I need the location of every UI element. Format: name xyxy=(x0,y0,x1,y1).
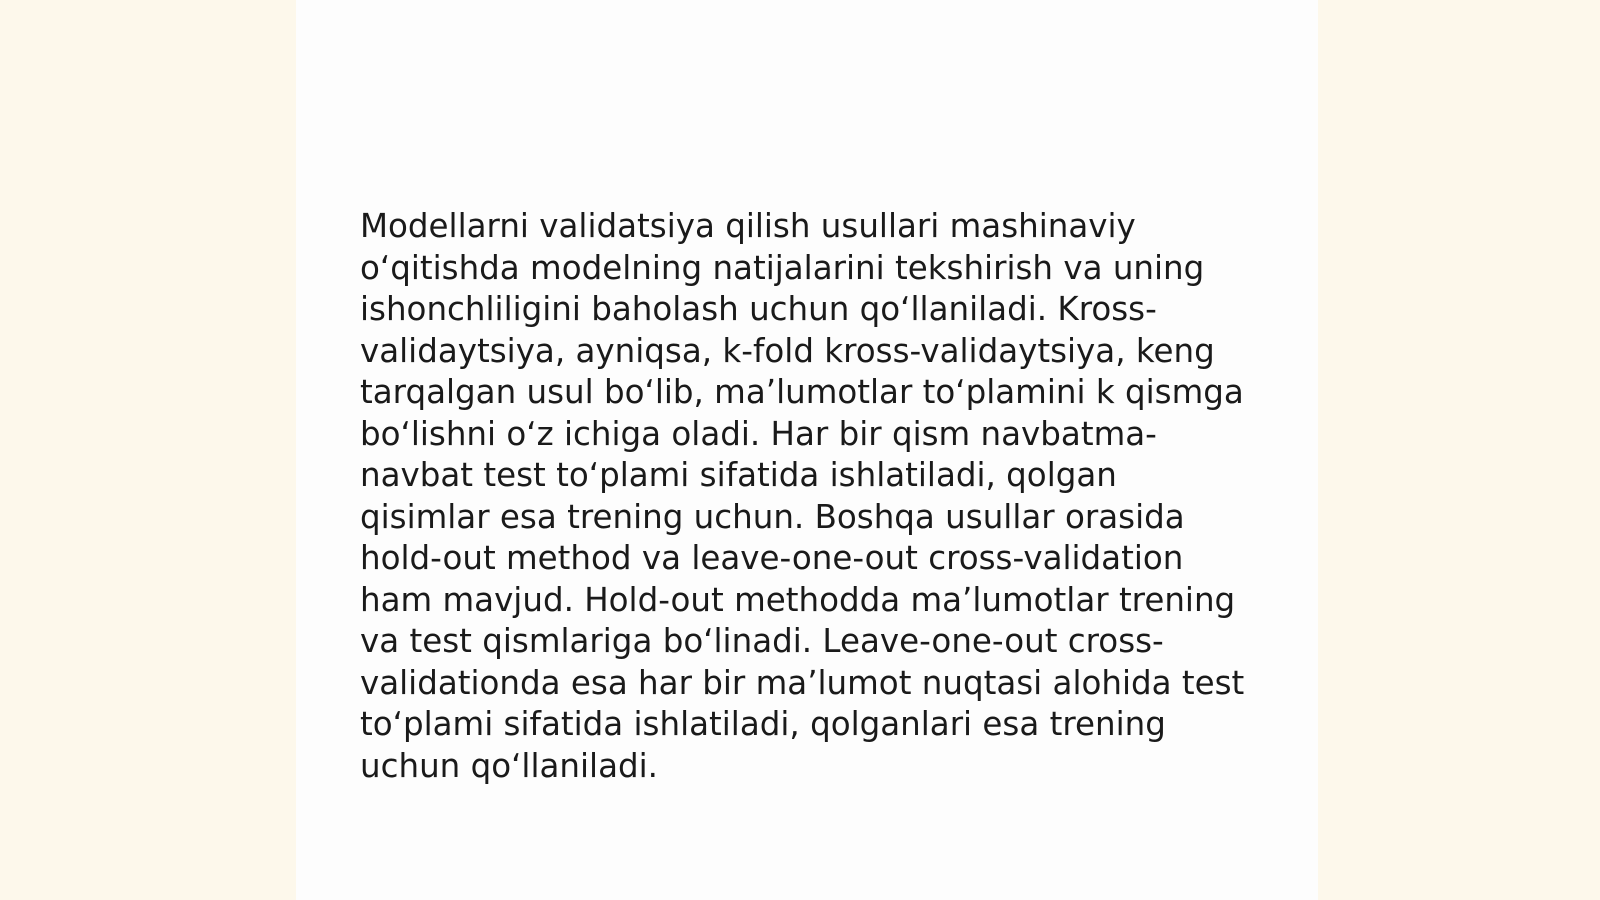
body-paragraph xyxy=(360,206,1260,787)
paragraph-line: tarqalgan usul bo‘lib, ma’lumotlar to‘plamini k qismga xyxy=(360,373,1244,411)
paragraph-line: uchun qo‘llaniladi. xyxy=(360,746,658,785)
paragraph-line: va test qismlariga bo‘linadi. Leave-one-out cross- xyxy=(360,622,1164,660)
paragraph-line: hold-out method va leave-one-out cross-validation xyxy=(360,539,1184,577)
paragraph-line: Modellarni validatsiya qilish usullari mashinaviy xyxy=(360,207,1136,245)
paragraph-line: validaytsiya, ayniqsa, k-fold kross-validaytsiya, keng xyxy=(360,331,1215,370)
paragraph-line: ham mavjud. Hold-out methodda ma’lumotlar trening xyxy=(360,580,1236,619)
paragraph-line: to‘plami sifatida ishlatiladi, qolganlari esa trening xyxy=(360,705,1166,743)
document-page xyxy=(296,0,1318,900)
paragraph-line: navbat test to‘plami sifatida ishlatiladi, qolgan xyxy=(360,456,1117,494)
paragraph-line: validationda esa har bir ma’lumot nuqtasi alohida test xyxy=(360,663,1245,702)
paragraph-line: bo‘lishni o‘z ichiga oladi. Har bir qism navbatma- xyxy=(360,414,1157,453)
paragraph-line: o‘qitishda modelning natijalarini tekshirish va uning xyxy=(360,248,1205,287)
paragraph-line: qisimlar esa trening uchun. Boshqa usullar orasida xyxy=(360,497,1185,536)
paragraph-line: ishonchliligini baholash uchun qo‘llaniladi. Kross- xyxy=(360,290,1157,328)
